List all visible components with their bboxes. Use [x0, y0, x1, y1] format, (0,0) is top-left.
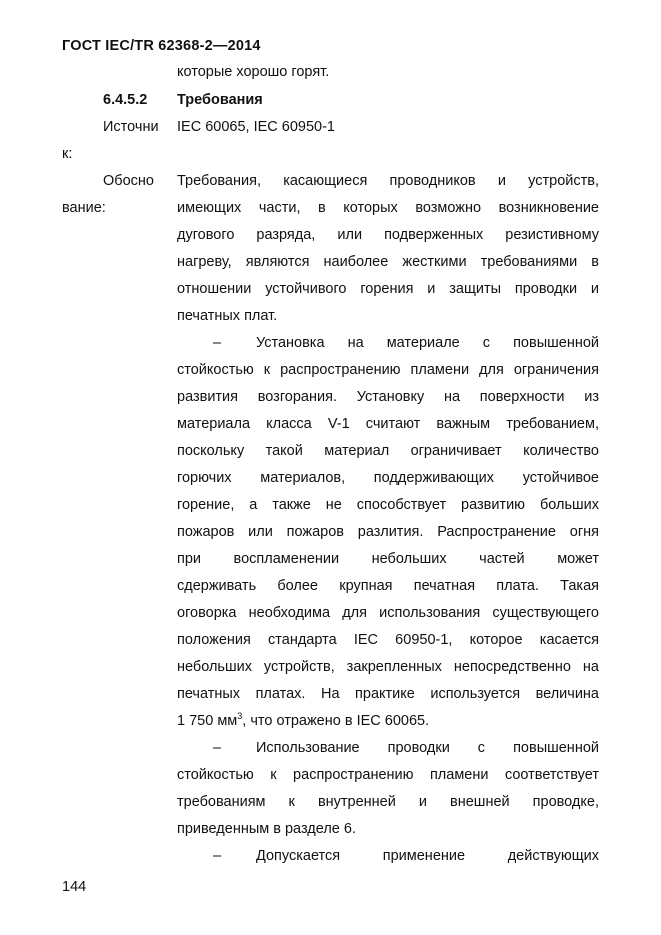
rationale-label-continued: вание: — [62, 200, 106, 216]
list-item-first-line — [177, 333, 599, 353]
paragraph-line: положения стандарта IEC 60950-1, которое касается — [177, 632, 599, 648]
list-item-text: Использование проводки с повышенной — [256, 740, 599, 756]
rationale-line: Требования, касающиеся проводников и устройств, — [177, 173, 599, 189]
rationale-line: имеющих части, в которых возможно возникновение — [177, 200, 599, 216]
unit-exponent: 3 — [237, 711, 243, 721]
dash-marker: – — [213, 335, 222, 351]
paragraph-line: печатных платах. На практике используется величина — [177, 686, 599, 702]
paragraph-line: при воспламенении небольших частей может — [177, 551, 599, 567]
paragraph-line: оговорка необходима для использования существующего — [177, 605, 599, 621]
dash-marker: – — [213, 740, 222, 756]
list-item-text: Установка на материале с повышенной — [256, 335, 599, 351]
paragraph-line: требованиям к внутренней и внешней проводке, — [177, 794, 599, 810]
volume-value: 1 750 мм — [177, 713, 238, 729]
section-number: 6.4.5.2 — [103, 92, 148, 108]
paragraph-line: стойкостью к распространению пламени соответствует — [177, 767, 599, 783]
document-header: ГОСТ IEC/TR 62368-2—2014 — [62, 38, 261, 54]
source-label: Источни — [103, 119, 159, 135]
paragraph-line: приведенным в разделе 6. — [177, 821, 356, 837]
paragraph-tail: , что отражено в IEC 60065. — [242, 713, 430, 729]
source-value: IEC 60065, IEC 60950-1 — [177, 119, 335, 135]
list-item-first-line — [177, 738, 599, 758]
section-title: Требования — [177, 92, 263, 108]
list-item-first-line — [177, 846, 599, 866]
paragraph-line: небольших устройств, закрепленных непосредственно на — [177, 659, 599, 675]
paragraph-line: горение, а также не способствует развитию больших — [177, 497, 599, 513]
paragraph-line: материала класса V-1 считают важным требованием, — [177, 416, 599, 432]
page-number: 144 — [62, 879, 87, 895]
paragraph-line: горючих материалов, поддерживающих устойчивое — [177, 470, 599, 486]
list-item-text: Допускается применение действующих — [256, 848, 599, 864]
dash-marker: – — [213, 848, 222, 864]
rationale-line: дугового разряда, или подверженных резистивному — [177, 227, 599, 243]
source-label-continued: к: — [62, 146, 73, 162]
rationale-line: нагреву, являются наиболее жесткими требованиями в — [177, 254, 599, 270]
rationale-line: печатных плат. — [177, 308, 278, 324]
paragraph-line: развития возгорания. Установку на поверхности из — [177, 389, 599, 405]
paragraph-line: сдерживать более крупная печатная плата. Такая — [177, 578, 599, 594]
rationale-label: Обосно — [103, 173, 154, 189]
paragraph-line: стойкостью к распространению пламени для ограничения — [177, 362, 599, 378]
rationale-line: отношении устойчивого горения и защиты проводки и — [177, 281, 599, 297]
continuation-text: которые хорошо горят. — [177, 64, 330, 80]
paragraph-line: поскольку такой материал ограничивает количество — [177, 443, 599, 459]
paragraph-last-line — [177, 711, 429, 731]
paragraph-line: пожаров или пожаров разлития. Распространение огня — [177, 524, 599, 540]
